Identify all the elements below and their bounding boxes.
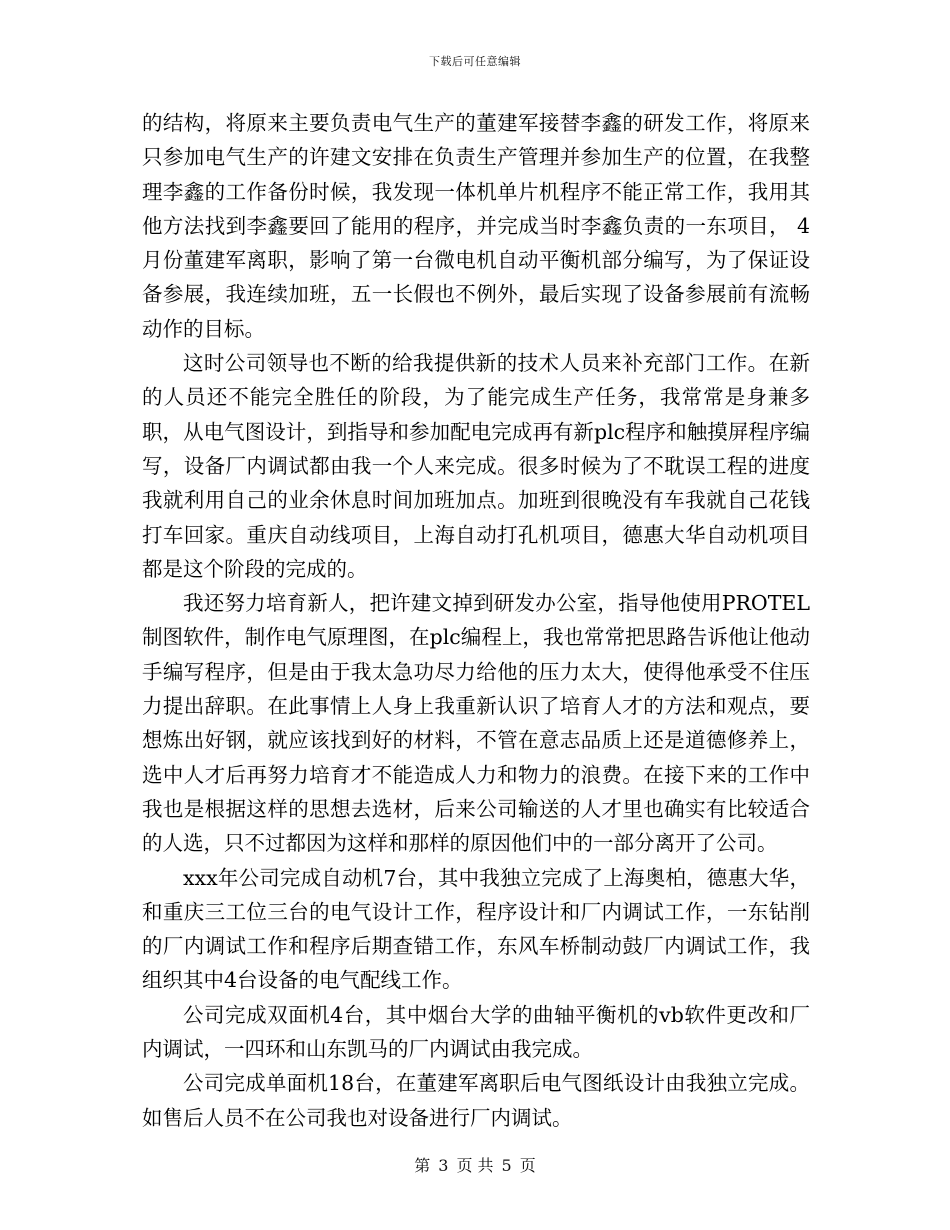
paragraph-3: 我还努力培育新人，把许建文掉到研发办公室，指导他使用PROTEL制图软件，制作电气原理图，在plc编程上，我也常常把思路告诉他让他动手编写程序，但是由于我太急功尽力给他的压力太大，使得他承受不住压力提出辞职。在此事情上人身上我重新认识了培育人才的方法和观点，要想炼出好钢，就应该找到好的材料，不管在意志品质上还是道德修养上，选中人才后再努力培育才不能造成人力和物力的浪费。在接下来的工作中我也是根据这样的思想去选材，后来公司输送的人才里也确实有比较适合的人选，只不过都因为这样和那样的原因他们中的一部分离开了公司。 (142, 591, 810, 856)
document-body (142, 106, 810, 1135)
paragraph-4: xxx年公司完成自动机7台，其中我独立完成了上海奥柏，德惠大华，和重庆三工位三台的电气设计工作，程序设计和厂内调试工作，一东钻削的厂内调试工作和程序后期查错工作，东风车桥制动鼓厂内调试工作，我组织其中4台设备的电气配线工作。 (142, 865, 810, 993)
footer-current-page: 3 (438, 1156, 449, 1175)
paragraph-1: 的结构，将原来主要负责电气生产的董建军接替李鑫的研发工作，将原来只参加电气生产的许建文安排在负责生产管理并参加生产的位置，在我整理李鑫的工作备份时候，我发现一体机单片机程序不能正常工作，我用其他方法找到李鑫要回了能用的程序，并完成当时李鑫负责的一东项目， 4月份董建军离职，影响了第一台微电机自动平衡机部分编写，为了保证设备参展，我连续加班，五一长假也不例外，最后实现了设备参展前有流畅动作的目标。 (142, 111, 810, 341)
footer-middle: 页 共 (456, 1156, 494, 1175)
paragraph-5: 公司完成双面机4台，其中烟台大学的曲轴平衡机的vb软件更改和厂内调试，一四环和山东凯马的厂内调试由我完成。 (142, 1002, 810, 1062)
page-header: 下载后可任意编辑 (429, 55, 521, 68)
page-footer (0, 1153, 950, 1176)
paragraph-2: 这时公司领导也不断的给我提供新的技术人员来补充部门工作。在新的人员还不能完全胜任的阶段，为了能完成生产任务，我常常是身兼多职，从电气图设计，到指导和参加配电完成再有新plc程序和触摸屏程序编写，设备厂内调试都由我一个人来完成。很多时候为了不耽误工程的进度我就利用自己的业余休息时间加班加点。加班到很晚没有车我就自己花钱打车回家。重庆自动线项目，上海自动打孔机项目，德惠大华自动机项目都是这个阶段的完成的。 (142, 351, 810, 581)
paragraph-6: 公司完成单面机18台，在董建军离职后电气图纸设计由我独立完成。如售后人员不在公司我也对设备进行厂内调试。 (142, 1071, 810, 1130)
footer-prefix: 第 (414, 1156, 431, 1175)
footer-total-pages: 5 (501, 1156, 512, 1175)
footer-suffix: 页 (519, 1156, 536, 1175)
